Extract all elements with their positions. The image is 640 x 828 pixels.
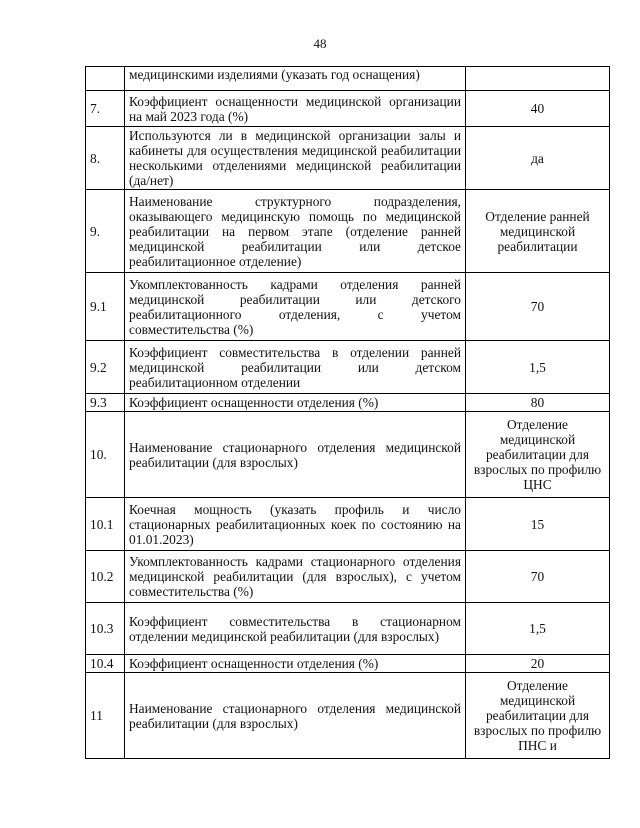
row-number (86, 67, 125, 91)
row-value: 15 (466, 498, 610, 551)
table-row (86, 67, 610, 91)
row-description: Используются ли в медицинской организации залы и кабинеты для осуществления медицинской реабилитации несколькими отделениями медицинской реабилитации (да/нет) (125, 127, 466, 190)
row-description: Коэффициент оснащенности медицинской организации на май 2023 года (%) (125, 91, 466, 127)
row-value: 1,5 (466, 603, 610, 655)
row-number: 11 (86, 673, 125, 759)
table-row (86, 551, 610, 603)
row-description: Коечная мощность (указать профиль и число стационарных реабилитационных коек по состоянию на 01.01.2023) (125, 498, 466, 551)
row-value: 80 (466, 394, 610, 412)
row-description: Коэффициент совместительства в стационарном отделении медицинской реабилитации (для взрослых) (125, 603, 466, 655)
row-value: 1,5 (466, 341, 610, 394)
table-row (86, 498, 610, 551)
row-number: 10. (86, 412, 125, 498)
data-table (85, 66, 610, 759)
table-row (86, 341, 610, 394)
row-description: Наименование стационарного отделения медицинской реабилитации (для взрослых) (125, 673, 466, 759)
row-number: 10.1 (86, 498, 125, 551)
row-value: 70 (466, 273, 610, 341)
row-number: 8. (86, 127, 125, 190)
row-number: 10.3 (86, 603, 125, 655)
row-description: Коэффициент оснащенности отделения (%) (125, 394, 466, 412)
row-value: Отделение ранней медицинской реабилитации (466, 190, 610, 273)
row-value: 40 (466, 91, 610, 127)
page-number: 48 (313, 36, 327, 51)
row-number: 7. (86, 91, 125, 127)
row-value (466, 67, 610, 91)
row-description: медицинскими изделиями (указать год оснащения) (125, 67, 466, 91)
table-row (86, 673, 610, 759)
row-description: Коэффициент оснащенности отделения (%) (125, 655, 466, 673)
row-value: да (466, 127, 610, 190)
row-number: 9.3 (86, 394, 125, 412)
row-description: Укомплектованность кадрами стационарного отделения медицинской реабилитации (для взрослых), с учетом совместительства (%) (125, 551, 466, 603)
table-row (86, 412, 610, 498)
row-description: Наименование стационарного отделения медицинской реабилитации (для взрослых) (125, 412, 466, 498)
row-number: 9.1 (86, 273, 125, 341)
row-number: 10.2 (86, 551, 125, 603)
table-row (86, 603, 610, 655)
table-row (86, 273, 610, 341)
row-number: 9. (86, 190, 125, 273)
row-description: Коэффициент совместительства в отделении ранней медицинской реабилитации или детском реабилитационном отделении (125, 341, 466, 394)
table-row (86, 655, 610, 673)
table-row (86, 91, 610, 127)
row-description: Наименование структурного подразделения, оказывающего медицинскую помощь по медицинской реабилитации на первом этапе (отделение ранней медицинской реабилитации или детское реабилитационное отделение) (125, 190, 466, 273)
row-value: 20 (466, 655, 610, 673)
row-number: 9.2 (86, 341, 125, 394)
table-row (86, 190, 610, 273)
row-number: 10.4 (86, 655, 125, 673)
row-value: 70 (466, 551, 610, 603)
row-value: Отделение медицинской реабилитации для взрослых по профилю ЦНС (466, 412, 610, 498)
row-value: Отделение медицинской реабилитации для взрослых по профилю ПНС и (466, 673, 610, 759)
row-description: Укомплектованность кадрами отделения ранней медицинской реабилитации или детского реабилитационного отделения, с учетом совместительства (%) (125, 273, 466, 341)
table-row (86, 127, 610, 190)
table-row (86, 394, 610, 412)
